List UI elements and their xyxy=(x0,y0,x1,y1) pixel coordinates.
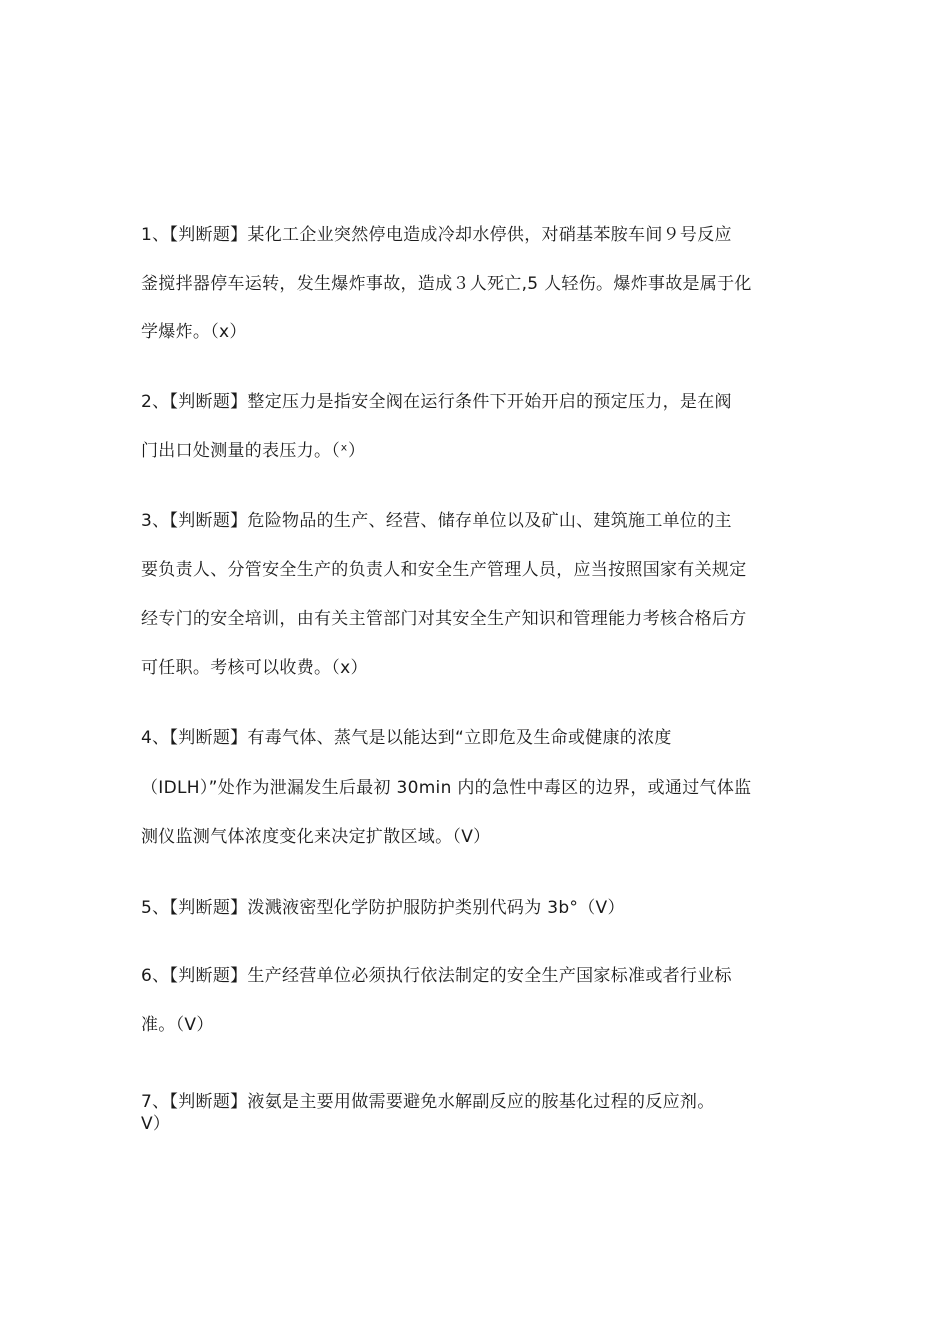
question-3-line-3: 经专门的安全培训，由有关主管部门对其安全生产知识和管理能力考核合格后方 xyxy=(141,609,747,629)
question-5-line-1: 5、【判断题】泼溅液密型化学防护服防护类别代码为 3b°（V） xyxy=(141,898,625,918)
question-7-line-1: 7、【判断题】液氨是主要用做需要避免水解副反应的胺基化过程的反应剂。 xyxy=(141,1092,715,1112)
question-1-line-1: 1、【判断题】某化工企业突然停电造成冷却水停供，对硝基苯胺车间９号反应 xyxy=(141,225,732,245)
question-3-line-4: 可任职。考核可以收费。（x） xyxy=(141,658,368,678)
question-4-line-2: （IDLH）”处作为泄漏发生后最初 30min 内的急性中毒区的边界，或通过气体监 xyxy=(141,778,752,798)
question-4-line-3: 测仪监测气体浓度变化来决定扩散区域。（V） xyxy=(141,827,491,847)
question-3-line-1: 3、【判断题】危险物品的生产、经营、储存单位以及矿山、建筑施工单位的主 xyxy=(141,511,732,531)
question-3-line-2: 要负责人、分管安全生产的负责人和安全生产管理人员，应当按照国家有关规定 xyxy=(141,560,747,580)
question-6-line-1: 6、【判断题】生产经营单位必须执行依法制定的安全生产国家标准或者行业标 xyxy=(141,966,732,986)
question-7-line-2: V） xyxy=(141,1114,171,1134)
question-4-line-1: 4、【判断题】有毒气体、蒸气是以能达到“立即危及生命或健康的浓度 xyxy=(141,728,672,748)
question-2-line-1: 2、【判断题】整定压力是指安全阀在运行条件下开始开启的预定压力，是在阀 xyxy=(141,392,732,412)
question-2-line-2: 门出口处测量的表压力。（ˣ） xyxy=(141,441,366,461)
question-1-line-2: 釜搅拌器停车运转，发生爆炸事故，造成３人死亡,5 人轻伤。爆炸事故是属于化 xyxy=(141,274,752,294)
question-6-line-2: 准。（V） xyxy=(141,1015,214,1035)
question-1-line-3: 学爆炸。（x） xyxy=(141,322,247,342)
